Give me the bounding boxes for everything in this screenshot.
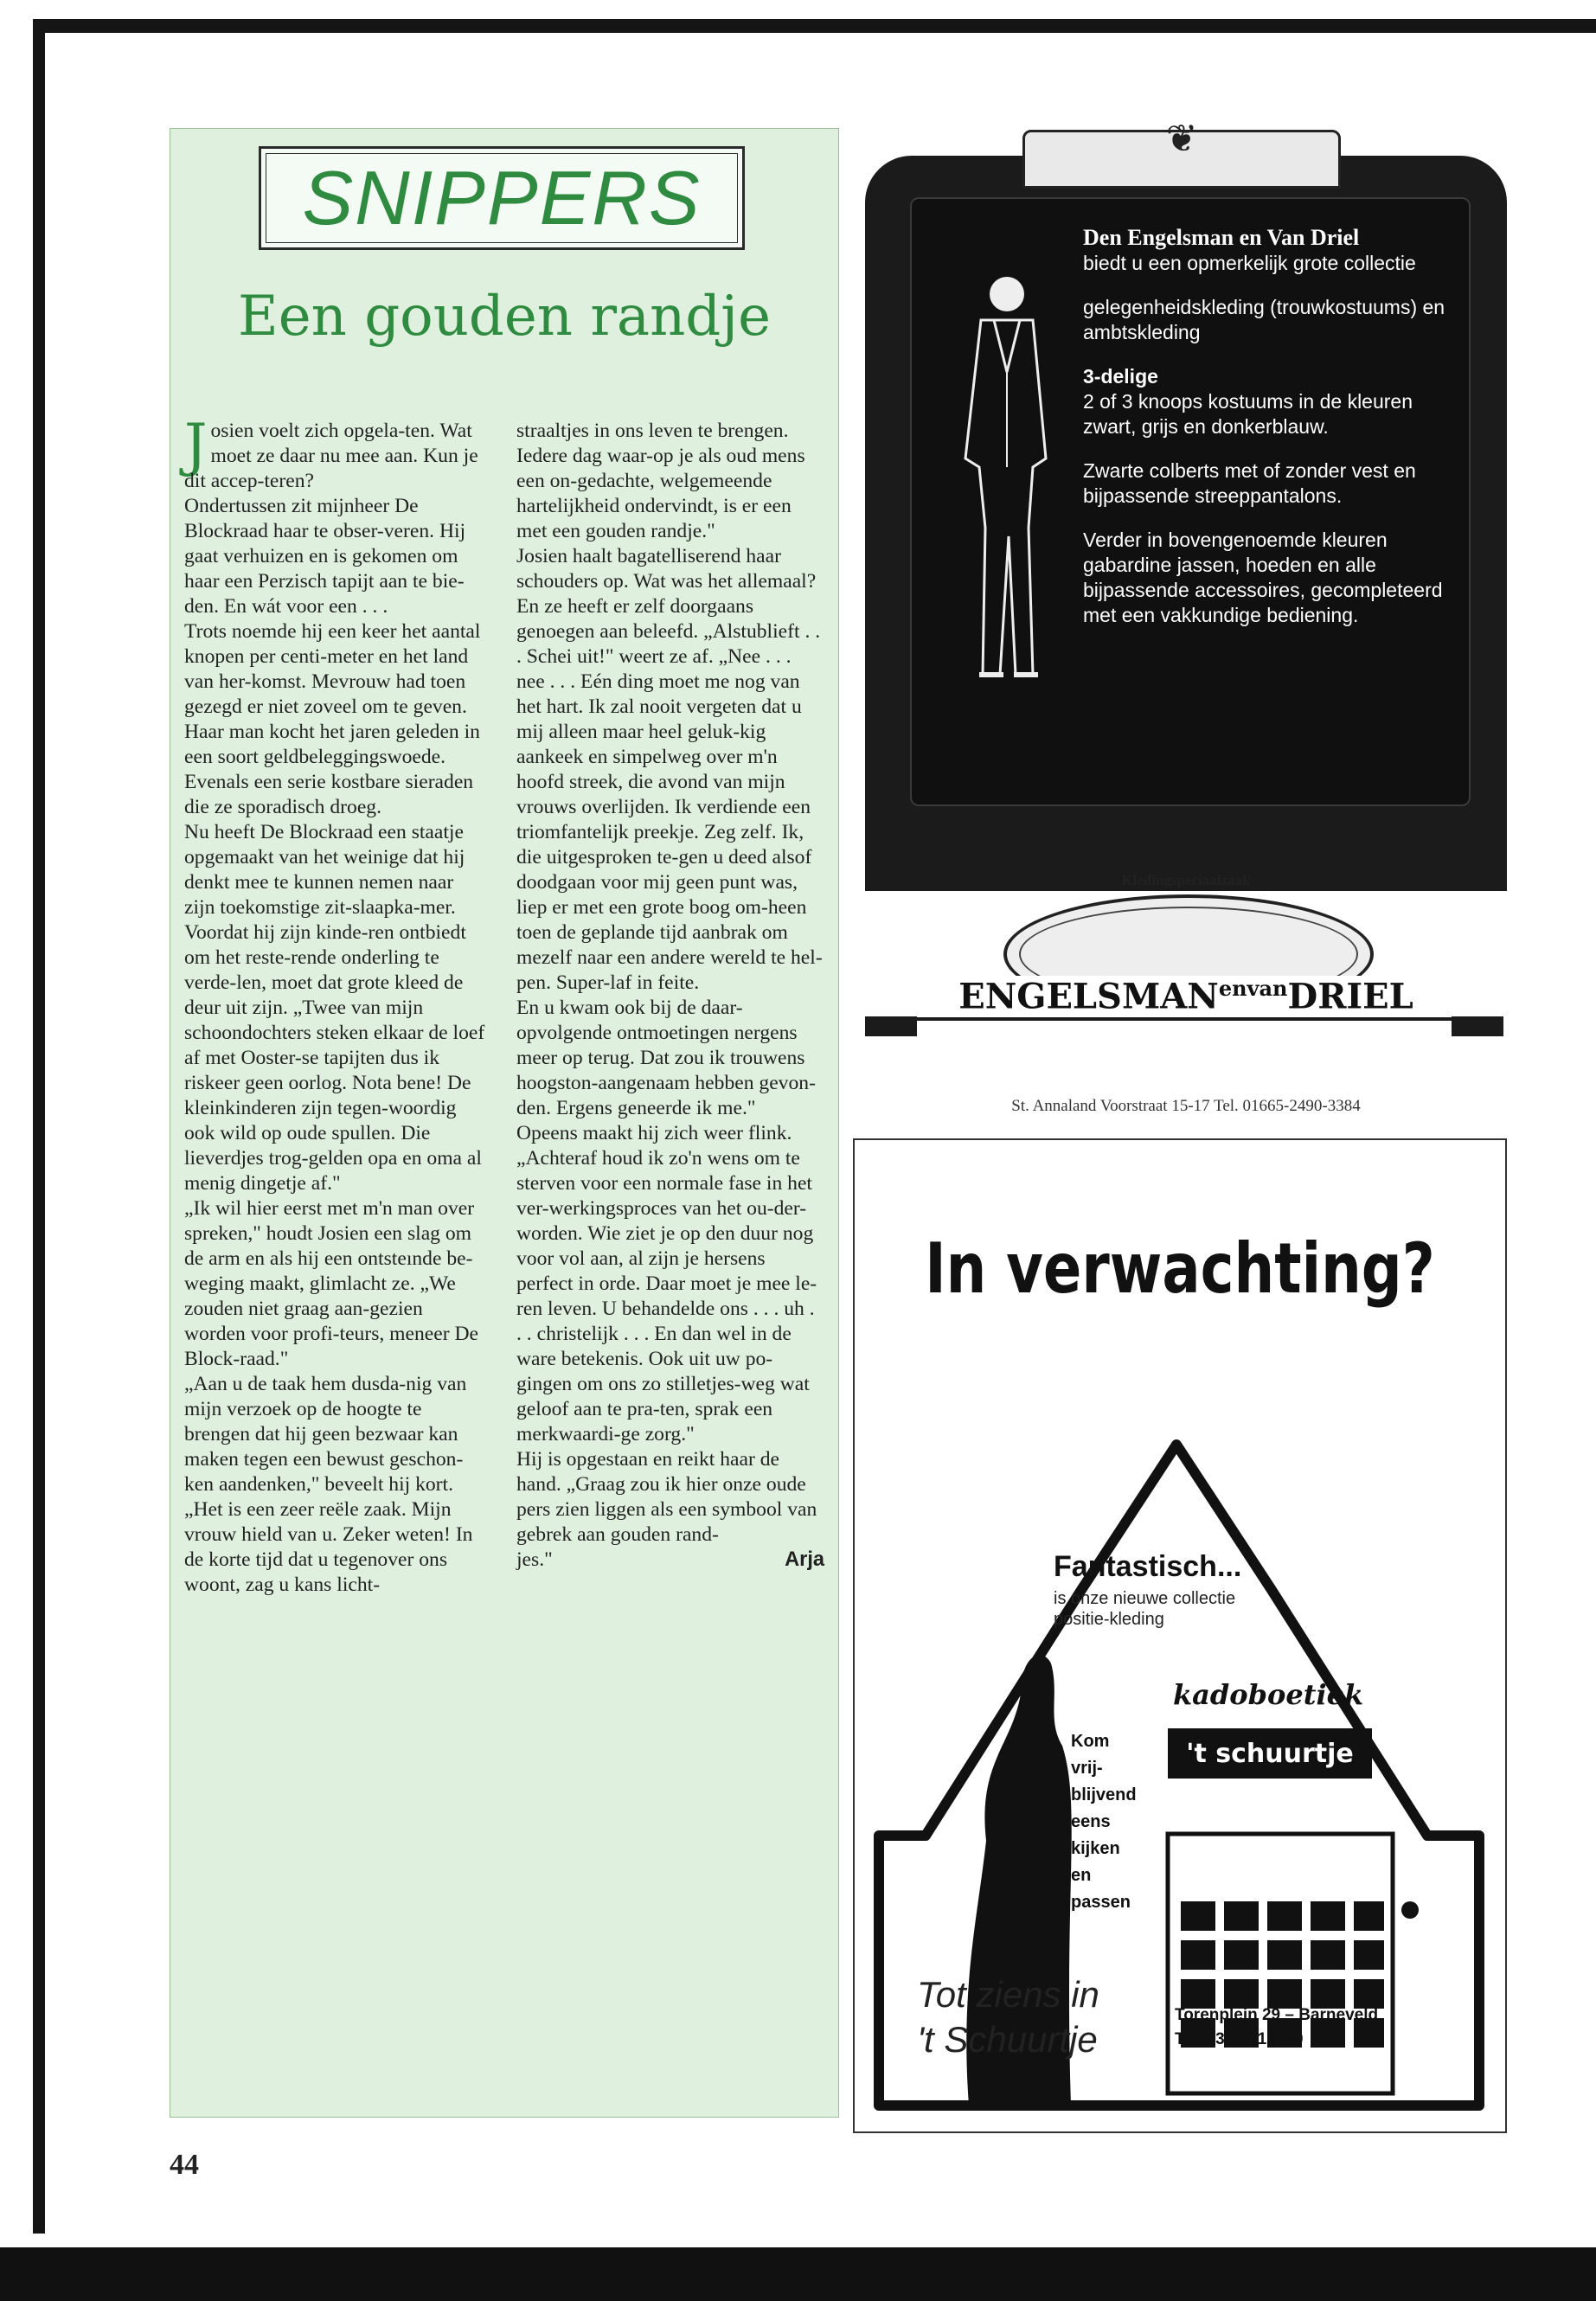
- invitation-word: blijvend: [1071, 1785, 1137, 1804]
- paragraph: En u kwam ook bij de daar-opvolgende ontmoetingen nergens meer op terug. Dat zou ik trouwens hoogston-aangenaam hebben gevon-den. Ergens geneerde ik me.": [516, 997, 816, 1119]
- invitation-word: passen: [1071, 1893, 1131, 1912]
- crest-frame: [1022, 118, 1341, 189]
- invitation-word: kijken: [1071, 1839, 1120, 1858]
- paragraph: Ondertussen zit mijnheer De Blockraad haar te obser-veren. Hij gaat verhuizen en is gekomen om haar een Perzisch tapijt aan te bie-den. En wát voor een . . .: [184, 495, 466, 618]
- masthead-inner: [266, 153, 738, 243]
- dropcap: J: [184, 412, 208, 478]
- paragraph: „Aan u de taak hem dusda-nig van mijn verzoek op de hoogte te brengen dat hij geen bezwaar kan maken tegen een bewust geschon-ken aandenken," beveelt hij kort. „Het is een zeer reële zaak. Mijn vrouw hield van u. Zeker weten! In de korte tijd dat u tegenover ons woont, zag u kans licht-: [184, 1373, 473, 1596]
- ad-inner-panel: [910, 197, 1471, 806]
- ad-paragraph: [1083, 225, 1455, 276]
- engelsman-advertisement: [865, 118, 1510, 1115]
- schuurtje-advertisement: [853, 1138, 1507, 2133]
- store-contact: [1175, 2003, 1378, 2052]
- ad-copy: [1083, 225, 1455, 647]
- crest-ornament-icon: ❦: [1165, 118, 1198, 160]
- ad-paragraph: gelegenheidskleding (trouwkostuums) en ambtskleding: [1083, 296, 1445, 343]
- ad-text: 2 of 3 knoops kostuums in de kleuren zwart, grijs en donkerblauw.: [1083, 390, 1413, 438]
- scan-border-bottom: [0, 2247, 1596, 2301]
- paragraph: Trots noemde hij een keer het aantal knopen per centi-meter en het land van her-komst. Mevrouw had toen gezegd er niet zoveel om te geven. Haar man kocht het jaren geleden in een soort geldbeleggingswoede. Evenals een serie kostbare sieraden die ze sporadisch droeg.: [184, 620, 481, 818]
- tot-ziens-line: Tot ziens in: [917, 1974, 1099, 2015]
- logo-en: en: [1218, 976, 1247, 1001]
- store-address: St. Annaland Voorstraat 15-17 Tel. 01665-2490-3384: [1011, 1097, 1361, 1115]
- paragraph: [184, 412, 485, 494]
- logo-word-left: ENGELSMAN: [958, 976, 1219, 1017]
- paragraph: „Ik wil hier eerst met m'n man over spreken," houdt Josien een slag om de arm en als hij een ontsteınde be-weging maakt, glimlacht ze. „We zouden niet graag aan-gezien worden voor profi-teurs, meneer De Block-raad.": [184, 1197, 479, 1370]
- ad-lead-rest: biedt u een opmerkelijk grote collectie: [1083, 252, 1416, 274]
- author-name: Arja: [785, 1548, 824, 1571]
- ad-bold: 3-delige: [1083, 365, 1158, 388]
- store-type: Kledingspeciaalzaak: [1121, 872, 1251, 888]
- fantastisch-heading: Fantastisch...: [1054, 1550, 1242, 1583]
- article-column-1: [184, 412, 485, 1598]
- page-number: 44: [170, 2149, 199, 2181]
- paragraph: Hij is opgestaan en reikt haar de hand. „Graag zou ik hier onze oude pers zien liggen als een symbool van gebrek aan gouden rand-: [516, 1448, 817, 1546]
- masthead: [259, 146, 745, 250]
- masthead-title: SNIPPERS: [302, 155, 702, 240]
- invitation-word: vrij-: [1071, 1759, 1103, 1778]
- store-logo: [865, 976, 1507, 1016]
- kadoboetiek-label: kadoboetiek: [1173, 1678, 1364, 1711]
- logo-van: van: [1247, 976, 1288, 1001]
- logo-word-right: DRIEL: [1287, 976, 1413, 1017]
- scan-border-top: [33, 19, 1596, 33]
- scan-border-left: [33, 19, 45, 2234]
- invitation-text: [1071, 1728, 1149, 1916]
- paragraph: straaltjes in ons leven te brengen. Iedere dag waar-op je als oud mens een on-gedachte, welgemeende hartelijkheid ondervindt, is er een met een gouden randje.": [516, 420, 805, 542]
- invitation-word: Kom: [1071, 1732, 1110, 1751]
- tot-ziens: [917, 1972, 1099, 2062]
- fantastisch-subtext: is onze nieuwe collectie positie-kleding: [1054, 1589, 1236, 1629]
- gentleman-figure-icon: [946, 268, 1059, 683]
- paragraph: Josien haalt bagatelliserend haar schouders op. Wat was het allemaal? En ze heeft er zelf doorgaans genoegen aan beleefd. „Alstublieft . . . Schei uit!" weert ze af. „Nee . . . nee . . . Eén ding moet me nog van het hart. Ik zal nooit vergeten dat u mij alleen maar heel geluk-kig aankeek en simpelweg over m'n hoofd streek, die avond van mijn vrouws overlijden. Ik verdiende een triomfantelijk preekje. Zeg zelf. Ik, die uitgesproken te-gen u deed alsof doodgaan voor mij geen punt was, liep er met een grote boog om-heen toen de geplande tijd aanbrak om mezelf naar een andere wereld te hel-pen. Super-laf in feite.: [516, 545, 823, 994]
- ad-paragraph: [1083, 364, 1455, 439]
- tot-ziens-line: 't Schuurtje: [917, 2019, 1098, 2060]
- article-column-2: [516, 419, 824, 1573]
- paragraph-text: osien voelt zich opgela-ten. Wat moet ze daar nu mee aan. Kun je dit accep-teren?: [184, 420, 478, 492]
- paragraph: Nu heeft De Blockraad een staatje opgemaakt van het weinige dat hij denkt mee te kunnen nemen naar zijn toekomstige zit-slaapka-mer. Voordat hij zijn kinde-ren ontbiedt om het reste-rende onderling te verde-len, moet dat grote kleed de deur uit zijn. „Twee van mijn schoondochters steken elkaar de loef af met Ooster-se tapijten dus ik riskeer geen oorlog. Nota bene! De kleinkinderen zijn tegen-woordig ook wild op oude spullen. Die lieverdjes trog-gelden opa en oma al menig dingetje af.": [184, 821, 485, 1195]
- signature-line: [516, 1548, 824, 1573]
- ad-title: In verwachting?: [925, 1228, 1435, 1309]
- last-line: jes.": [516, 1548, 553, 1571]
- paragraph: Opeens maakt hij zich weer flink. „Achteraf houd ik zo'n wens om te sterven voor een normale fase in het ver-werkingsproces van het ou-der-worden. Wie ziet je op den duur nog voor vol aan, al zijn je hersens perfect in orde. Daar moet je mee le-ren leven. U behandelde ons . . . uh . . . christelijk . . . En dan wel in de ware betekenis. Ook uit uw po-gingen om ons zo stilletjes-weg wat geloof aan te pra-ten, sprak een merkwaardi-ge zorg.": [516, 1122, 817, 1445]
- ad-paragraph: Zwarte colberts met of zonder vest en bijpassende streeppantalons.: [1083, 459, 1416, 507]
- invitation-word: eens: [1071, 1812, 1111, 1831]
- invitation-word: en: [1071, 1866, 1092, 1885]
- ad-lead: Den Engelsman en Van Driel: [1083, 225, 1360, 250]
- store-phone: Tel. 03420-17690: [1175, 2030, 1304, 2048]
- store-sign: 't schuurtje: [1168, 1728, 1372, 1779]
- snippers-article: [170, 128, 839, 2118]
- ad-paragraph: Verder in bovengenoemde kleuren gabardine jassen, hoeden en alle bijpassende accessoires, gecompleteerd met een vakkundige bediening.: [1083, 529, 1443, 626]
- article-headline: Een gouden randje: [238, 285, 771, 349]
- store-street: Torenplein 29 – Barneveld: [1175, 2006, 1379, 2024]
